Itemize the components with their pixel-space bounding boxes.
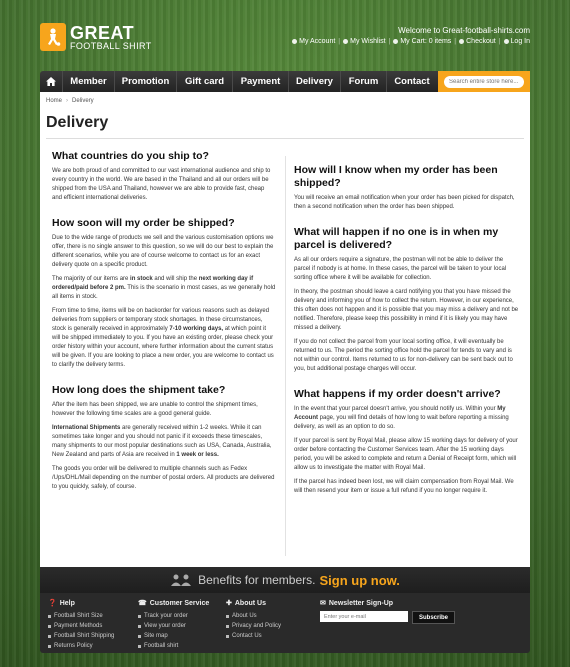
heart-icon — [343, 39, 348, 44]
paragraph: In the event that your parcel doesn't arrive, you should notify us. Within your My Account page, you will find details of how long to wait before reporting a missing delivery, as well as an option to do so. — [294, 406, 509, 430]
support-icon: ☎ — [138, 600, 147, 607]
logo-title: GREAT — [70, 22, 135, 43]
nav-gift-card[interactable]: Gift card — [177, 71, 233, 92]
bullet-icon — [48, 625, 51, 628]
footer-newsletter — [320, 599, 455, 624]
plus-icon: ✚ — [226, 600, 232, 607]
footer-customer-service — [138, 599, 209, 651]
footer-link[interactable]: Payment Methods — [48, 621, 114, 631]
footer-link[interactable]: Football Shirt Shipping — [48, 631, 114, 641]
faq-shipped-notification — [294, 164, 520, 212]
bullet-icon — [138, 645, 141, 648]
section-heading: How soon will my order be shipped? — [52, 217, 235, 229]
account-links — [292, 38, 530, 45]
footer-link[interactable]: Football Shirt Size — [48, 611, 114, 621]
faq-countries — [52, 150, 276, 203]
breadcrumb-home[interactable]: Home — [46, 98, 63, 104]
login-icon — [504, 39, 509, 44]
cart-icon — [393, 39, 398, 44]
footer-link[interactable]: Privacy and Policy — [226, 621, 281, 631]
section-heading: How will I know when my order has been shipped? — [294, 164, 498, 189]
footer-link[interactable]: About Us — [226, 611, 281, 621]
bullet-icon — [48, 635, 51, 638]
nav-member[interactable]: Member — [63, 71, 115, 92]
faq-shipment-duration — [52, 384, 276, 492]
title-divider — [46, 138, 524, 139]
bullet-icon — [48, 615, 51, 618]
breadcrumb-current: Delivery — [72, 98, 94, 104]
nav-forum[interactable]: Forum — [341, 71, 387, 92]
checkout-link[interactable]: Checkout — [459, 38, 496, 45]
footer-heading: ✚ About Us — [226, 599, 266, 607]
log-in-link[interactable]: Log In — [504, 38, 530, 45]
right-column — [294, 164, 520, 510]
section-heading: What countries do you ship to? — [52, 150, 209, 162]
footer-link[interactable]: Football shirt — [138, 641, 209, 651]
logo-subtitle: FOOTBALL SHIRT — [70, 40, 152, 51]
left-column — [52, 150, 276, 506]
separator: | — [338, 38, 341, 45]
bullet-icon — [138, 625, 141, 628]
paragraph: In theory, the postman should leave a card notifying you that you have missed the delivery and informing you of how to collect the return. However, in our experience, this often does not happen and it is possible that you may miss a delivery and not be notified. Therefore, please keep this possibility in mind if it is likely you may have missed a delivery. — [294, 289, 519, 331]
paragraph: If your parcel is sent by Royal Mail, please allow 15 working days for delivery of your order before contacting the Customer Services team. After the 15 working days period, you will be asked to complete and return a Denial of Receipt form, which will allow us to investigate the matter with Royal Mail. — [294, 438, 518, 471]
paragraph: The goods you order will be delivered to multiple channels such as Fedex /Ups/DHL/Mail depending on the number of postal orders. All products are delivered to you quickly, safely, of course. — [52, 466, 275, 490]
site-logo[interactable] — [40, 22, 152, 52]
chevron-right-icon: › — [66, 98, 69, 104]
paragraph: After the item has been shipped, we are unable to control the shipment times, however the following time scales are a good general guide. — [52, 402, 258, 417]
footer-link[interactable]: Contact Us — [226, 631, 281, 641]
football-player-icon — [40, 23, 66, 51]
separator: | — [388, 38, 391, 45]
bullet-icon — [226, 615, 229, 618]
footer-heading: ❓ Help — [48, 599, 75, 607]
section-heading: How long does the shipment take? — [52, 384, 226, 396]
nav-promotion[interactable]: Promotion — [115, 71, 177, 92]
page-title: Delivery — [46, 114, 109, 131]
paragraph: You will receive an email notification when your order has been picked for dispatch, then a second notification when the order has been shipped. — [294, 195, 515, 210]
checkout-icon — [459, 39, 464, 44]
footer-link[interactable]: Returns Policy — [48, 641, 114, 651]
faq-nobody-home — [294, 226, 520, 374]
paragraph: From time to time, items will be on backorder for various reasons such as delayed deliveries from suppliers or temporary stock shortages. In these circumstances, stock is generally received in approximately 7-10 working days, at which point it will be shipped immediately to you. If you have an existing order, please check your order history within your account, where further information about the current status will be given. If you are looking to place a new order, you are welcome to contact us to clarify the delivery terms. — [52, 308, 274, 368]
members-icon — [170, 573, 192, 587]
paragraph: We are both proud of and committed to our vast international audience and ship to every country in the world. We are based in the Thailand and all our orders will be shipped from the USA and Thailand, however we are able to provide fast, cheap and efficient international deliveries. — [52, 168, 271, 201]
footer-about — [226, 599, 281, 641]
nav-payment[interactable]: Payment — [233, 71, 289, 92]
my-account-link[interactable]: My Account — [292, 38, 335, 45]
footer-link[interactable]: Track your order — [138, 611, 209, 621]
faq-shipping-time — [52, 217, 276, 370]
my-cart-link[interactable]: My Cart: 0 items — [393, 38, 451, 45]
main-nav — [40, 71, 530, 92]
benefits-banner — [40, 567, 530, 593]
faq-not-arrived — [294, 388, 520, 496]
subscribe-button[interactable]: Subscribe — [412, 611, 455, 624]
search-box — [438, 71, 530, 92]
section-heading: What happens if my order doesn't arrive? — [294, 388, 501, 400]
nav-home-button[interactable] — [40, 71, 63, 92]
footer-help — [48, 599, 114, 651]
footer — [40, 593, 530, 653]
benefits-text: Benefits for members. — [198, 573, 316, 587]
bullet-icon — [226, 625, 229, 628]
envelope-icon: ✉ — [320, 600, 326, 607]
help-icon: ❓ — [48, 600, 57, 607]
nav-delivery[interactable]: Delivery — [289, 71, 341, 92]
content-panel — [40, 92, 530, 567]
footer-link[interactable]: View your order — [138, 621, 209, 631]
welcome-message: Welcome to Great-football-shirts.com — [398, 26, 530, 35]
bullet-icon — [48, 645, 51, 648]
nav-contact[interactable]: Contact — [394, 76, 430, 87]
breadcrumb — [46, 98, 94, 104]
section-heading: What will happen if no one is in when my parcel is delivered? — [294, 226, 499, 251]
bullet-icon — [138, 615, 141, 618]
paragraph: International Shipments are generally received within 1-2 weeks. While it can sometimes take longer and you should not panic if it exceeds these timescales, many shipments to our most popular destinations such as USA, Canada, Australia, New Zealand and parts of Asia are received in 1 week or less. — [52, 425, 272, 458]
separator: | — [498, 38, 501, 45]
column-divider — [285, 156, 286, 556]
newsletter-form — [320, 611, 455, 624]
home-icon — [46, 77, 56, 86]
sign-up-link[interactable]: Sign up now. — [319, 572, 400, 588]
newsletter-email-input[interactable] — [320, 611, 408, 622]
bullet-icon — [226, 635, 229, 638]
separator: | — [454, 38, 457, 45]
footer-heading: ✉ Newsletter Sign-Up — [320, 599, 394, 607]
user-icon — [292, 39, 297, 44]
paragraph: If the parcel has indeed been lost, we will claim compensation from Royal Mail. We will then resend your item or issue a full refund if you no longer require it. — [294, 479, 514, 494]
bullet-icon — [138, 635, 141, 638]
footer-link[interactable]: Site map — [138, 631, 209, 641]
my-wishlist-link[interactable]: My Wishlist — [343, 38, 385, 45]
paragraph: As all our orders require a signature, the postman will not be able to deliver the parcel if nobody is at home. In these cases, the parcel will be taken to your local sorting office where it will be available for collection. — [294, 257, 507, 281]
paragraph: If you do not collect the parcel from your local sorting office, it will eventually be returned to us. The period the sorting office hold the parcel for tends to vary and is not within our control. Items returned to us for non-delivery can be sent back out to you, but additional postage charges will occur. — [294, 339, 513, 372]
search-input[interactable] — [444, 76, 524, 88]
footer-heading: ☎ Customer Service — [138, 599, 210, 607]
paragraph: Due to the wide range of products we sell and the various customisation options we offer, there is no single answer to this question, so we will do our best to explain the different scenarios, while you are of course welcome to contact us for an exact delivery quote on a specific product. — [52, 235, 274, 268]
paragraph: The majority of our items are in stock and will ship the next working day if ordered/paid before 2 pm. This is the scenario in most cases, as we generally hold all items in stock. — [52, 276, 276, 300]
